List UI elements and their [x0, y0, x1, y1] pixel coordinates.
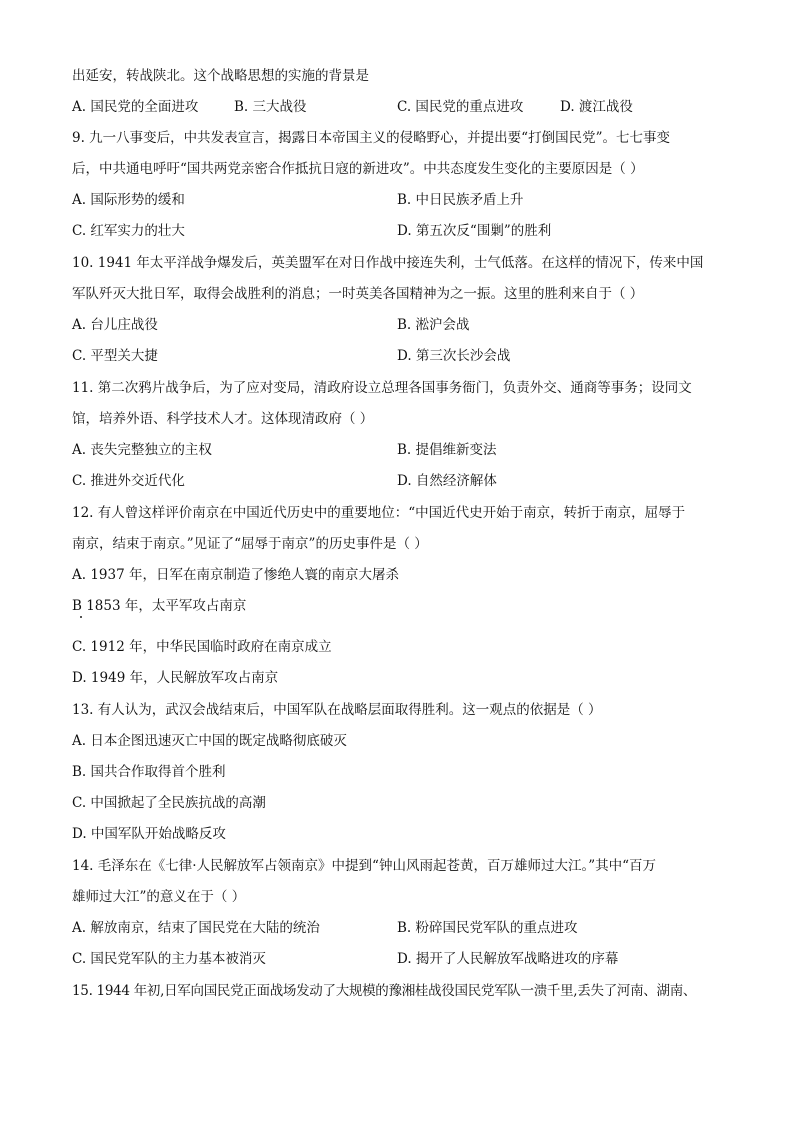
question-14-line-1: 14. 毛泽东在《七律·人民解放军占领南京》中提到“钟山风雨起苍黄，百万雄师过大江。”其中“百万 — [72, 858, 657, 874]
question-15-line-1: 15. 1944 年初,日军向国民党正面战场发动了大规模的豫湘桂战役国民党军队一溃千里,丢失了河南、湖南、 — [72, 983, 697, 999]
q13-option-d: D. 中国军队开始战略反攻 — [72, 826, 226, 842]
q13-option-a: A. 日本企图迅速灭亡中国的既定战略彻底破灭 — [72, 733, 347, 749]
q10-option-b: B. 淞沪会战 — [397, 317, 470, 333]
question-8-stem-tail: 出延安，转战陕北。这个战略思想的实施的背景是 — [72, 68, 369, 84]
q10-option-d: D. 第三次长沙会战 — [397, 348, 511, 364]
q11-option-a: A. 丧失完整独立的主权 — [72, 442, 212, 458]
q11-option-b: B. 提倡维新变法 — [397, 442, 497, 458]
q10-option-a: A. 台儿庄战役 — [72, 317, 158, 333]
question-11-line-1: 11. 第二次鸦片战争后，为了应对变局，清政府设立总理各国事务衙门，负责外交、通商等事务；设同文 — [72, 380, 692, 396]
q8-option-d: D. 渡江战役 — [560, 99, 633, 115]
q14-option-b: B. 粉碎国民党军队的重点进攻 — [397, 920, 578, 936]
question-13-line-1: 13. 有人认为，武汉会战结束后，中国军队在战略层面取得胜利。这一观点的依据是（ ） — [72, 702, 602, 718]
q9-option-d: D. 第五次反“围剿”的胜利 — [397, 223, 552, 239]
q13-option-c: C. 中国掀起了全民族抗战的高潮 — [72, 795, 266, 811]
q10-option-c: C. 平型关大捷 — [72, 348, 158, 364]
q8-option-a: A. 国民党的全面进攻 — [72, 99, 199, 115]
question-12-line-1: 12. 有人曾这样评价南京在中国近代历史中的重要地位：“中国近代史开始于南京，转折于南京，屈辱于 — [72, 505, 686, 521]
question-10-line-1: 10. 1941 年太平洋战争爆发后，英美盟军在对日作战中接连失利，士气低落。在这样的情况下，传来中国 — [72, 255, 704, 271]
q11-option-c: C. 推进外交近代化 — [72, 473, 185, 489]
q14-option-c: C. 国民党军队的主力基本被消灭 — [72, 951, 266, 967]
question-11-line-2: 馆，培养外语、科学技术人才。这体现清政府（ ） — [72, 411, 374, 427]
question-9-line-2: 后，中共通电呼吁“国共两党亲密合作抵抗日寇的新进攻”。中共态度发生变化的主要原因是（ ） — [72, 161, 644, 177]
q8-option-c: C. 国民党的重点进攻 — [397, 99, 524, 115]
question-9-line-1: 9. 九一八事变后，中共发表宣言，揭露日本帝国主义的侵略野心，并提出要“打倒国民党”。七七事变 — [72, 130, 670, 146]
q14-option-d: D. 揭开了人民解放军战略进攻的序幕 — [397, 951, 619, 967]
question-14-line-2: 雄师过大江”的意义在于（ ） — [72, 889, 246, 905]
question-10-line-2: 军队歼灭大批日军，取得会战胜利的消息；一时英美各国精神为之一振。这里的胜利来自于（ ） — [72, 286, 644, 302]
q11-option-d: D. 自然经济解体 — [397, 473, 497, 489]
q13-option-b: B. 国共合作取得首个胜利 — [72, 764, 226, 780]
q12-option-a: A. 1937 年，日军在南京制造了惨绝人寰的南京大屠杀 — [72, 567, 399, 583]
question-12-line-2: 南京，结束于南京。”见证了“屈辱于南京”的历史事件是（ ） — [72, 536, 428, 552]
q12-option-d: D. 1949 年，人民解放军攻占南京 — [72, 670, 279, 686]
q8-option-b: B. 三大战役 — [234, 99, 307, 115]
q9-option-a: A. 国际形势的缓和 — [72, 192, 185, 208]
q14-option-a: A. 解放南京，结束了国民党在大陆的统治 — [72, 920, 320, 936]
q12-option-c: C. 1912 年，中华民国临时政府在南京成立 — [72, 639, 332, 655]
q9-option-b: B. 中日民族矛盾上升 — [397, 192, 524, 208]
q12-option-b: B 1853 年，太平军攻占南京 — [72, 598, 247, 614]
stray-dot-mark — [80, 616, 82, 618]
q9-option-c: C. 红军实力的壮大 — [72, 223, 185, 239]
